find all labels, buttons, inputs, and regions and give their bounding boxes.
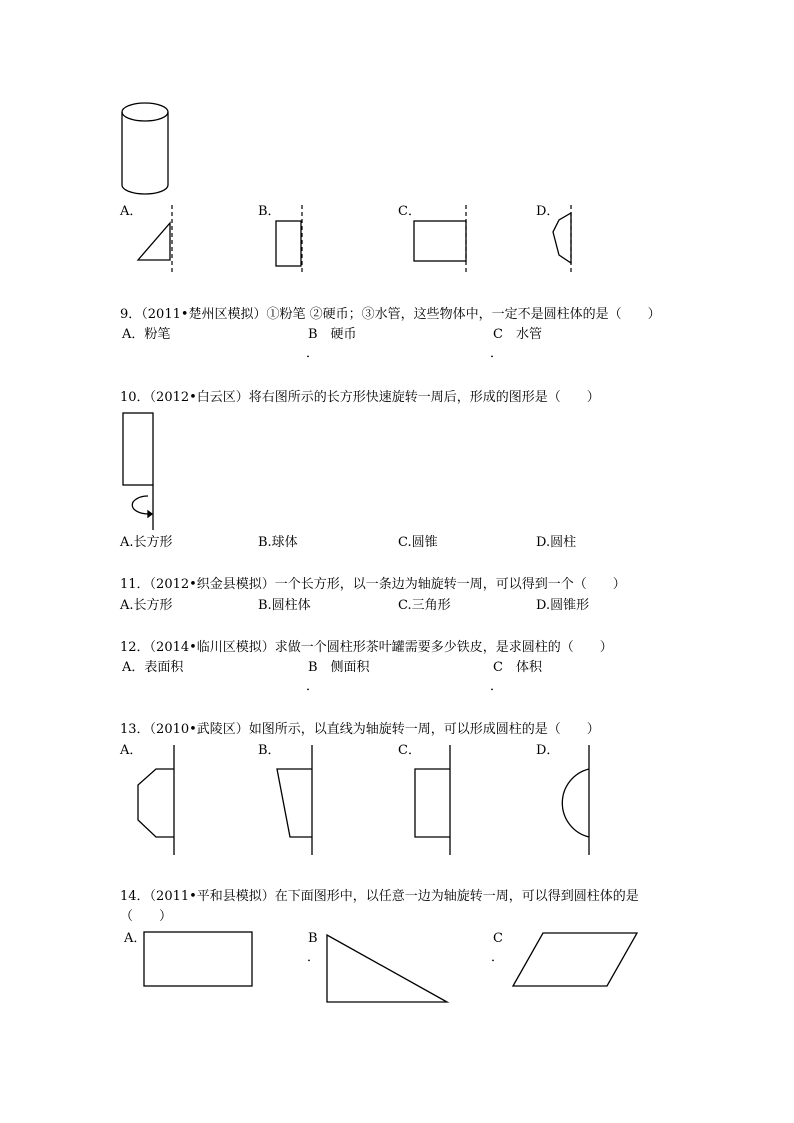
q14-option-b-dot: ．: [307, 950, 321, 965]
q9-option-c-dot: ．: [490, 346, 504, 361]
q10-rotating-rectangle-figure: [118, 410, 178, 535]
q14-option-a-rectangle: [140, 928, 260, 993]
q9-option-b-dot: ．: [306, 346, 320, 361]
q10-option-c: C.圆锥: [398, 535, 438, 550]
q13-option-d-semicircle: [545, 745, 605, 860]
q8-option-c-label: C．: [398, 204, 421, 219]
q14-option-b-label: B: [308, 931, 318, 946]
q14-stem: 14．（2011•平和县模拟）在下面图形中，以任意一边为轴旋转一周，可以得到圆柱体的是: [120, 889, 639, 904]
q10-stem: 10．（2012•白云区）将右图所示的长方形快速旋转一周后，形成的图形是（ ）: [120, 390, 600, 405]
q10-option-a: A.长方形: [120, 535, 173, 550]
q8-option-b-label: B．: [258, 204, 281, 219]
q12-option-b: B 侧面积: [308, 660, 370, 675]
q12-option-b-dot: ．: [306, 679, 320, 694]
q14-option-c-label: C: [493, 931, 503, 946]
q9-option-c: C 水管: [493, 327, 542, 342]
q12-stem: 12．（2014•临川区模拟）求做一个圆柱形茶叶罐需要多少铁皮，是求圆柱的（ ）: [120, 640, 613, 655]
q8-option-d-trapezoid: [545, 205, 605, 275]
q9-option-b: B 硬币: [308, 327, 357, 342]
q8-option-d-label: D．: [536, 204, 560, 219]
q13-option-c-label: C．: [398, 743, 421, 758]
q13-option-b-trapezoid: [270, 745, 330, 860]
q8-option-c-rectangle: [408, 205, 488, 275]
q13-option-d-label: D．: [536, 743, 560, 758]
q9-stem: 9．（2011•楚州区模拟）①粉笔 ②硬币；③水管，这些物体中，一定不是圆柱体的是（ ）: [120, 307, 661, 322]
q14-option-c-dot: ．: [491, 950, 505, 965]
q13-option-b-label: B．: [258, 743, 281, 758]
q8-option-b-rectangle: [270, 205, 330, 275]
q12-option-c-dot: ．: [490, 679, 504, 694]
q13-option-c-rectangle: [408, 745, 468, 860]
q10-option-d: D.圆柱: [536, 535, 577, 550]
q14-option-c-parallelogram: [505, 928, 645, 993]
q14-option-a-label: A．: [124, 931, 147, 946]
q14-stem-continuation: （ ）: [120, 909, 173, 924]
q11-option-d: D.圆锥形: [536, 598, 590, 613]
q11-option-a: A.长方形: [120, 598, 173, 613]
q13-option-a-label: A．: [120, 743, 143, 758]
q11-option-c: C.三角形: [398, 598, 451, 613]
q9-option-a: A．粉笔: [122, 327, 171, 342]
q10-option-b: B.球体: [258, 535, 298, 550]
q11-stem: 11．（2012•织金县模拟）一个长方形，以一条边为轴旋转一周，可以得到一个（ ）: [120, 577, 626, 592]
q12-option-a: A．表面积: [122, 660, 184, 675]
q11-option-b: B.圆柱体: [258, 598, 311, 613]
q12-option-c: C 体积: [493, 660, 542, 675]
cylinder-figure: [118, 100, 178, 200]
q13-stem: 13．（2010•武陵区）如图所示，以直线为轴旋转一周，可以形成圆柱的是（ ）: [120, 722, 600, 737]
q14-option-b-right-triangle: [322, 930, 457, 1010]
q8-option-a-label: A．: [120, 204, 143, 219]
q13-option-a-hexagon: [130, 745, 190, 860]
q8-option-a-triangle: [130, 205, 190, 275]
